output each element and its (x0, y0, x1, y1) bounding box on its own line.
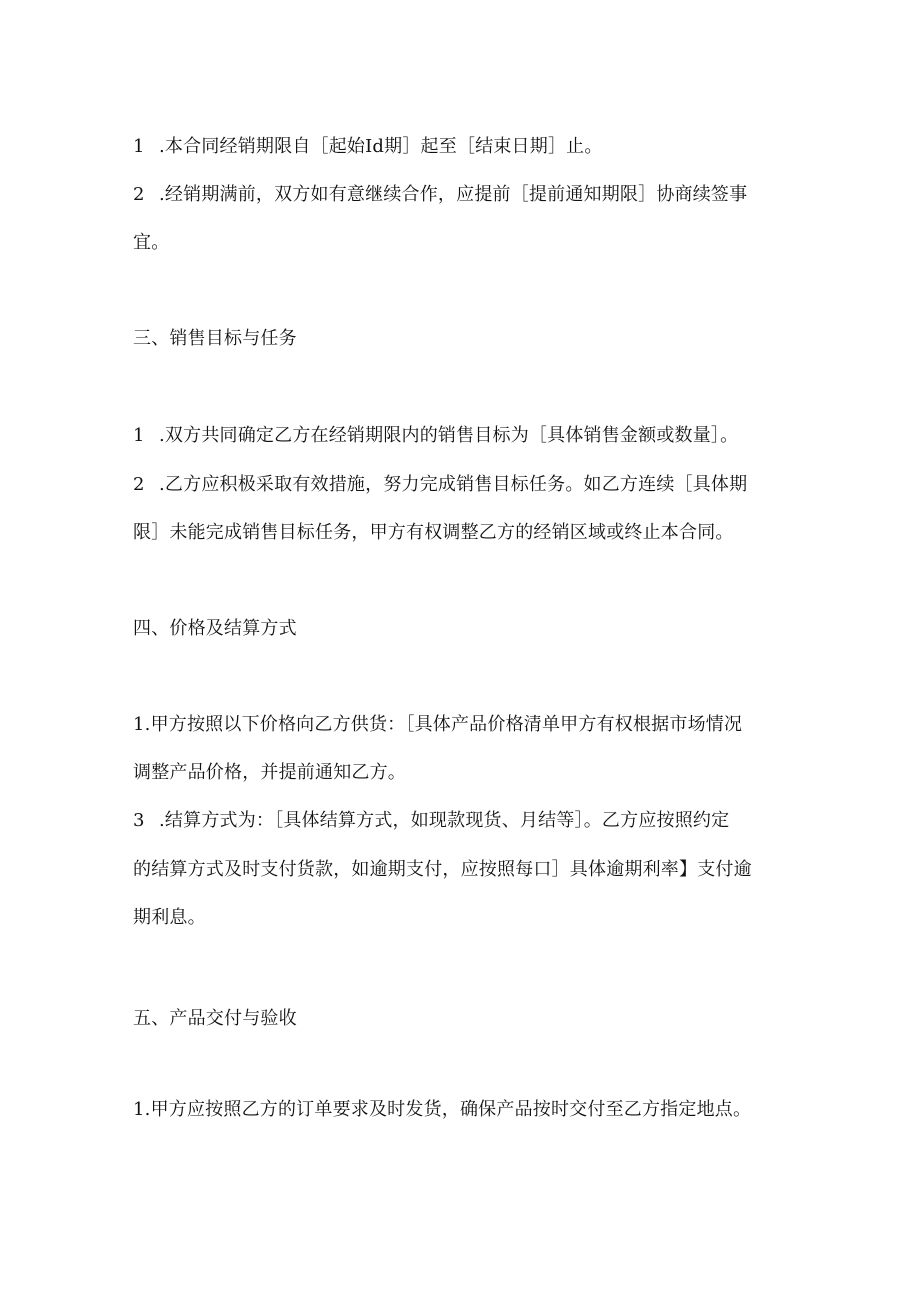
item-number: 1 (133, 1099, 145, 1120)
item-number: 2 (133, 474, 145, 495)
paragraph-renewal-cont (133, 230, 773, 256)
item-text: .结算方式为：［具体结算方式，如现款现货、月结等］。乙方应按照约定 (159, 810, 730, 831)
item-text-continuation: 期利息。 (133, 907, 206, 928)
heading-text: 五、产品交付与验收 (133, 1008, 297, 1029)
section-heading-price-settlement (133, 616, 773, 642)
section-heading-sales-target (133, 326, 773, 352)
paragraph-renewal (133, 182, 773, 208)
item-number: 3 (133, 810, 145, 831)
item-text: .甲方应按照乙方的订单要求及时发货，确保产品按时交付至乙方指定地点。 (144, 1099, 752, 1120)
paragraph-target-measures-cont (133, 520, 773, 546)
item-text-continuation: 的结算方式及时支付货款，如逾期支付，应按照每口］具体逾期利率】支付逾 (133, 859, 752, 880)
item-number: 1 (133, 425, 145, 446)
paragraph-delivery (133, 1097, 773, 1123)
item-text-continuation: 调整产品价格，并提前通知乙方。 (133, 762, 406, 783)
item-text: .甲方按照以下价格向乙方供货：［具体产品价格清单甲方有权根据市场情况 (144, 714, 743, 735)
item-number: 1 (133, 136, 145, 157)
item-text: .乙方应积极采取有效措施，努力完成销售目标任务。如乙方连续［具体期 (159, 474, 748, 495)
item-text: .本合同经销期限自［起始Id期］起至［结束日期］止。 (159, 136, 603, 157)
paragraph-settlement-method (133, 808, 773, 834)
paragraph-supply-price (133, 712, 773, 738)
item-number: 2 (133, 184, 145, 205)
item-text: .双方共同确定乙方在经销期限内的销售目标为［具体销售金额或数量］。 (159, 425, 739, 446)
heading-text: 四、价格及结算方式 (133, 618, 297, 639)
item-text-continuation: 限］未能完成销售目标任务，甲方有权调整乙方的经销区域或终止本合同。 (133, 522, 734, 543)
item-number: 1 (133, 714, 145, 735)
section-heading-delivery-acceptance (133, 1006, 773, 1032)
paragraph-sales-target (133, 423, 773, 449)
paragraph-term-start (133, 134, 773, 160)
paragraph-supply-price-cont (133, 760, 773, 786)
paragraph-target-measures (133, 472, 773, 498)
heading-text: 三、销售目标与任务 (133, 328, 297, 349)
paragraph-settlement-method-cont (133, 857, 773, 883)
item-text-continuation: 宜。 (133, 232, 170, 253)
item-text: .经销期满前，双方如有意继续合作，应提前［提前通知期限］协商续签事 (159, 184, 748, 205)
paragraph-settlement-method-cont2 (133, 905, 773, 931)
